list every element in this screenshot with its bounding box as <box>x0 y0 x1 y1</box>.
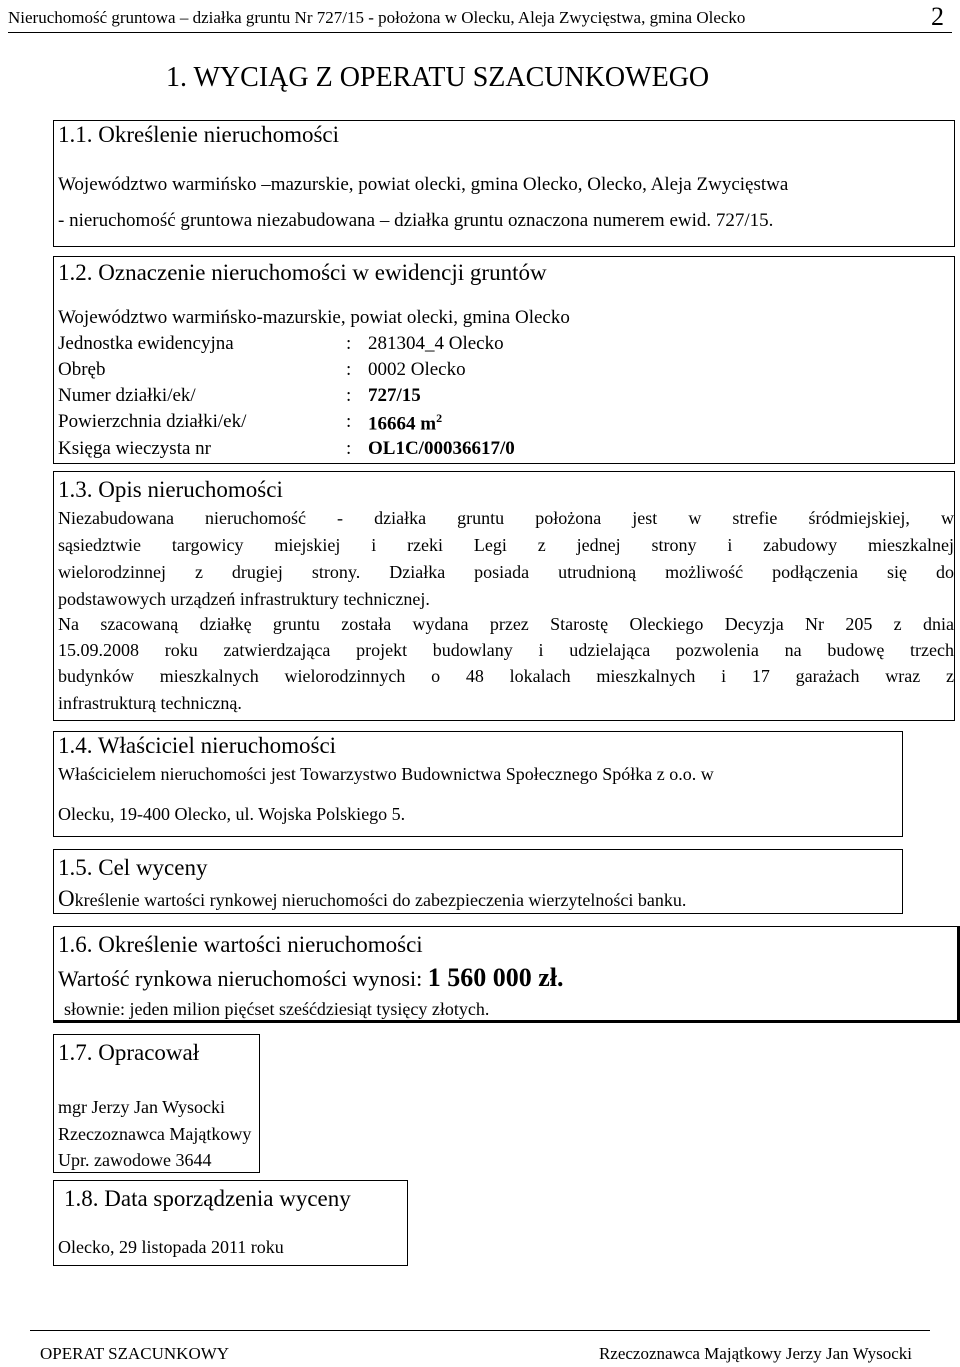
main-title: 1. WYCIĄG Z OPERATU SZACUNKOWEGO <box>166 62 710 93</box>
market-value: 1 560 000 zł. <box>427 963 564 992</box>
owner-line-2: Olecku, 19-400 Olecko, ul. Wojska Polskiego 5. <box>58 804 406 824</box>
owner-line-1: Właścicielem nieruchomości jest Towarzystwo Budownictwa Społecznego Spółka z o.o. w <box>58 764 714 784</box>
header-title: Nieruchomość gruntowa – działka gruntu Nr 727/15 - położona w Olecku, Aleja Zwycięstwa, gmina Olecko <box>8 8 746 27</box>
register-colon: : <box>346 438 352 459</box>
value-in-words: słownie: jeden milion pięćset sześćdziesiąt tysięcy złotych. <box>64 999 490 1019</box>
market-value-line <box>58 963 563 993</box>
register-colon: : <box>346 359 352 380</box>
description-line: Na szacowaną działkę gruntu została wydana przez Starostę Oleckiego Decyzja Nr 205 z dnia <box>58 614 954 634</box>
page-header <box>8 2 952 32</box>
register-colon: : <box>346 385 352 406</box>
section-1-1-line-2: - nieruchomość gruntowa niezabudowana – działka gruntu oznaczona numerem ewid. 727/15. <box>58 210 774 231</box>
section-1-8-heading: 1.8. Data sporządzenia wyceny <box>64 1186 351 1211</box>
description-line: Niezabudowana nieruchomość - działka gruntu położona jest w strefie śródmiejskiej, w <box>58 508 954 528</box>
section-1-1-line-1: Województwo warmińsko –mazurskie, powiat olecki, gmina Olecko, Olecko, Aleja Zwycięstwa <box>58 174 789 195</box>
description-line: infrastrukturą techniczną. <box>58 693 242 713</box>
register-label: Numer działki/ek/ <box>58 385 196 406</box>
section-1-5-heading: 1.5. Cel wyceny <box>58 855 208 880</box>
purpose-first-letter: O <box>58 886 75 911</box>
register-label: Księga wieczysta nr <box>58 438 211 459</box>
page-footer <box>30 1330 930 1367</box>
section-1-4-heading: 1.4. Właściciel nieruchomości <box>58 733 337 758</box>
footer-left: OPERAT SZACUNKOWY <box>40 1344 230 1363</box>
register-label: Obręb <box>58 359 106 380</box>
area-unit-superscript: 2 <box>436 411 443 425</box>
footer-rule <box>30 1330 930 1331</box>
section-1-1-heading: 1.1. Określenie nieruchomości <box>58 122 340 147</box>
description-line: 15.09.2008 roku zatwierdzająca projekt budowlany i udzielająca pozwolenia na budowę trzech <box>58 640 954 660</box>
section-1-2-heading: 1.2. Oznaczenie nieruchomości w ewidencji gruntów <box>58 260 547 285</box>
register-value: 16664 m <box>368 413 437 435</box>
description-line: budynków mieszkalnych wielorodzinnych o 48 lokalach mieszkalnych i 17 garażach wraz z <box>58 666 954 686</box>
section-1-6-heading: 1.6. Określenie wartości nieruchomości <box>58 932 423 957</box>
register-value: 281304_4 Olecko <box>368 333 504 354</box>
description-line: wielorodzinnej z drugiej strony. Działka posiada utrudnioną możliwość podłączenia się do <box>58 562 954 582</box>
register-value: 727/15 <box>368 385 421 406</box>
market-value-label: Wartość rynkowa nieruchomości wynosi: <box>58 966 428 991</box>
section-1-7-heading: 1.7. Opracował <box>58 1040 200 1065</box>
appraiser-license: Upr. zawodowe 3644 <box>58 1150 212 1170</box>
section-1-3-heading: 1.3. Opis nieruchomości <box>58 477 283 502</box>
purpose-text <box>58 886 686 912</box>
footer-right: Rzeczoznawca Majątkowy Jerzy Jan Wysocki <box>598 1344 912 1363</box>
register-colon: : <box>346 333 352 354</box>
register-colon: : <box>346 411 352 432</box>
register-value: 0002 Olecko <box>368 359 466 380</box>
valuation-date: Olecko, 29 listopada 2011 roku <box>58 1237 284 1257</box>
section-1-2-line-1: Województwo warmińsko-mazurskie, powiat olecki, gmina Olecko <box>58 307 570 328</box>
header-rule <box>8 32 952 33</box>
register-label: Jednostka ewidencyjna <box>58 333 234 354</box>
register-value: OL1C/00036617/0 <box>368 438 515 459</box>
appraiser-role: Rzeczoznawca Majątkowy <box>58 1124 252 1144</box>
page-number: 2 <box>931 2 944 31</box>
appraiser-name: mgr Jerzy Jan Wysocki <box>58 1097 226 1117</box>
description-line: podstawowych urządzeń infrastruktury technicznej. <box>58 589 430 609</box>
purpose-rest: kreślenie wartości rynkowej nieruchomości do zabezpieczenia wierzytelności banku. <box>74 890 687 910</box>
description-line: sąsiedztwie targowicy miejskiej i rzeki Legi z jednej strony i zabudowy mieszkalnej <box>58 535 954 555</box>
register-label: Powierzchnia działki/ek/ <box>58 411 247 432</box>
